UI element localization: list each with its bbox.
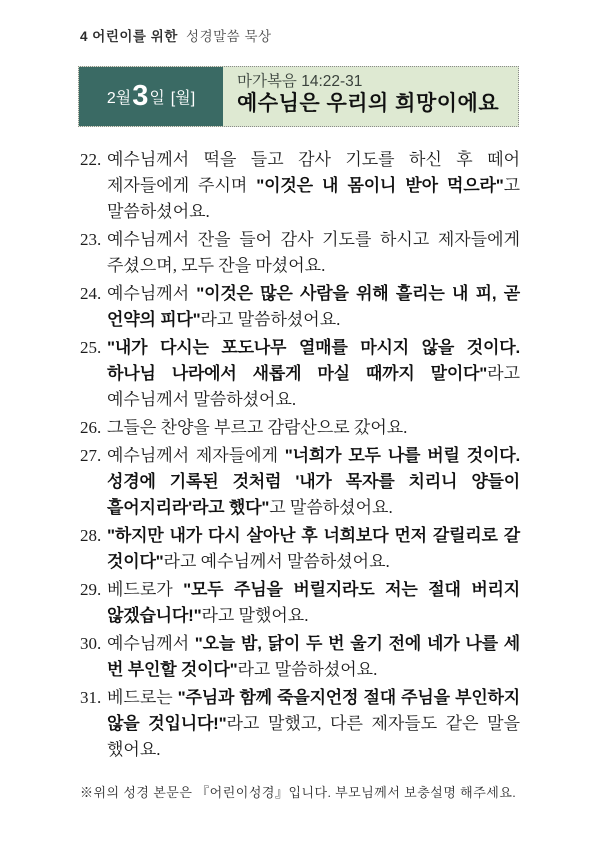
verse-plain-text: 고 말씀하셨어요. [269, 498, 393, 517]
verse-plain-text: 베드로는 [107, 688, 178, 707]
verse-number: 29. [80, 580, 102, 599]
verse-quote-bold: "이것은 많은 사람을 위해 흘리는 내 피, 곧 언약의 피다" [107, 284, 520, 329]
verse-text [107, 685, 520, 763]
verse-quote-bold: "내가 다시는 포도나무 열매를 마시지 않을 것이다. 하나님 나라에서 새롭게 마실 때까지 말이다" [107, 338, 520, 383]
page-number: 4 [80, 29, 89, 44]
verse-item [80, 415, 520, 441]
date-day-suffix: 일 [149, 90, 165, 107]
verse-number: 23. [80, 230, 102, 249]
verse-item [80, 281, 520, 333]
verse-quote-bold: "너희가 모두 나를 버릴 것이다. 성경에 기록된 것처럼 '내가 목자를 치리니 양들이 흩어지리라'라고 했다" [107, 446, 520, 517]
verse-plain-text: 고 말씀하셨어요. [107, 176, 520, 221]
verse-number: 24. [80, 284, 102, 303]
verse-text [107, 147, 520, 225]
verse-plain-text: 예수님께서 떡을 들고 감사 기도를 하신 후 떼어 제자들에게 주시며 [107, 150, 520, 195]
verse-number: 27. [80, 446, 102, 465]
date-weekday: [월] [170, 90, 196, 107]
verse-plain-text: 예수님께서 [107, 634, 195, 653]
verse-plain-text: 그들은 찬양을 부르고 감람산으로 갔어요. [107, 418, 408, 437]
verse-text [107, 415, 520, 441]
date-month: 2월 [106, 90, 132, 107]
verse-quote-bold: "하지만 내가 다시 살아난 후 너희보다 먼저 갈릴리로 갈 것이다" [107, 526, 520, 571]
verse-item [80, 227, 520, 279]
verse-plain-text: 라고 예수님께서 말씀하셨어요. [107, 364, 520, 409]
verse-plain-text: 베드로가 [107, 580, 184, 599]
running-head [80, 25, 272, 45]
verse-plain-text: 라고 말했어요. [201, 606, 309, 625]
verse-list [80, 147, 520, 765]
lesson-title: 예수님은 우리의 희망이에요 [237, 91, 500, 115]
verse-item [80, 443, 520, 521]
verse-text [107, 335, 520, 413]
running-head-light: 성경말씀 묵상 [186, 29, 272, 44]
verse-item [80, 631, 520, 683]
verse-item [80, 523, 520, 575]
lesson-title-cell [223, 67, 518, 126]
footnote: ※위의 성경 본문은 『어린이성경』입니다. 부모님께서 보충설명 해주세요. [80, 785, 517, 800]
verse-quote-bold: "모두 주님을 버릴지라도 저는 절대 버리지 않겠습니다!" [107, 580, 520, 625]
lesson-date-badge [79, 67, 223, 126]
verse-plain-text: 예수님께서 제자들에게 [107, 446, 285, 465]
verse-quote-bold: "이것은 내 몸이니 받아 먹으라" [256, 176, 504, 195]
verse-item [80, 147, 520, 225]
verse-text [107, 631, 520, 683]
verse-item [80, 577, 520, 629]
verse-text [107, 281, 520, 333]
verse-number: 28. [80, 526, 102, 545]
verse-plain-text: 예수님께서 잔을 들어 감사 기도를 하시고 제자들에게 주셨으며, 모두 잔을 마셨어요. [107, 230, 520, 275]
verse-plain-text: 예수님께서 [107, 284, 197, 303]
verse-plain-text: 라고 말했고, 다른 제자들도 같은 말을 했어요. [107, 714, 520, 759]
verse-number: 31. [80, 688, 102, 707]
verse-quote-bold: "오늘 밤, 닭이 두 번 울기 전에 네가 나를 세 번 부인할 것이다" [107, 634, 520, 679]
running-head-strong: 어린이를 위한 [92, 29, 178, 44]
verse-text [107, 523, 520, 575]
scripture-reference: 마가복음 14:22-31 [237, 73, 363, 90]
verse-text [107, 227, 520, 279]
verse-number: 26. [80, 418, 102, 437]
date-day: 3 [132, 80, 149, 112]
verse-text [107, 577, 520, 629]
verse-number: 22. [80, 150, 102, 169]
verse-quote-bold: "주님과 함께 죽을지언정 절대 주님을 부인하지 않을 것입니다!" [107, 688, 520, 733]
verse-plain-text: 라고 말씀하셨어요. [200, 310, 341, 329]
verse-text [107, 443, 520, 521]
verse-plain-text: 라고 예수님께서 말씀하셨어요. [163, 552, 390, 571]
lesson-header [78, 66, 519, 127]
verse-item [80, 685, 520, 763]
verse-number: 25. [80, 338, 102, 357]
verse-number: 30. [80, 634, 102, 653]
verse-item [80, 335, 520, 413]
verse-plain-text: 라고 말씀하셨어요. [237, 660, 378, 679]
